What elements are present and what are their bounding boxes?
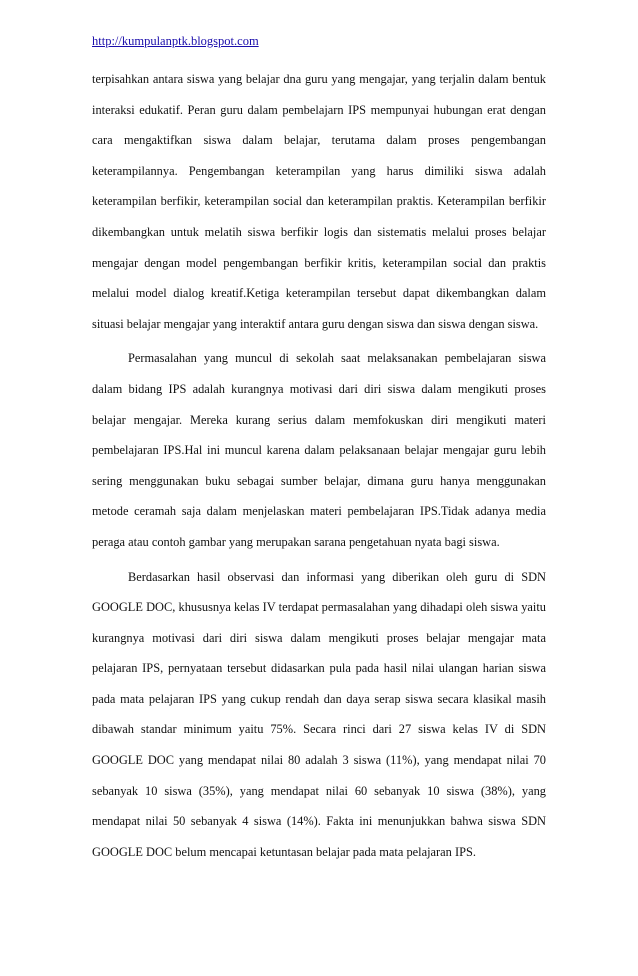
- paragraph-continuation: terpisahkan antara siswa yang belajar dna guru yang mengajar, yang terjalin dalam bentuk interaksi edukatif. Peran guru dalam pembelajarn IPS mempunyai hubungan erat dengan cara mengaktifkan siswa dalam belajar, terutama dalam proses pengembangan keterampilannya. Pengembangan keterampilan yang harus dimiliki siswa adalah keterampilan berfikir, keterampilan social dan keterampilan praktis. Keterampilan berfikir dikembangkan untuk melatih siswa berfikir logis dan sistematis melalui proses belajar mengajar dengan model pengembangan berfikir kritis, keterampilan social dan praktis melalui model dialog kreatif.Ketiga keterampilan tersebut dapat dikembangkan dalam situasi belajar mengajar yang interaktif antara guru dengan siswa dan siswa dengan siswa.: [92, 72, 546, 331]
- paragraph-observasi: Berdasarkan hasil observasi dan informasi yang diberikan oleh guru di SDN GOOGLE DOC, khususnya kelas IV terdapat permasalahan yang dihadapi oleh siswa yaitu kurangnya motivasi dari diri siswa dalam mengikuti proses belajar mengajar mata pelajaran IPS, pernyataan tersebut didasarkan pula pada hasil nilai ulangan harian siswa pada mata pelajaran IPS yang cukup rendah dan daya serap siswa secara klasikal masih dibawah standar minimum yaitu 75%. Secara rinci dari 27 siswa kelas IV di SDN GOOGLE DOC yang mendapat nilai 80 adalah 3 siswa (11%), yang mendapat nilai 70 sebanyak 10 siswa (35%), yang mendapat nilai 60 sebanyak 10 siswa (38%), yang mendapat nilai 50 sebanyak 4 siswa (14%). Fakta ini menunjukkan bahwa siswa SDN GOOGLE DOC belum mencapai ketuntasan belajar pada mata pelajaran IPS.: [92, 569, 546, 859]
- document-body: [92, 64, 546, 867]
- paragraph-permasalahan: Permasalahan yang muncul di sekolah saat melaksanakan pembelajaran siswa dalam bidang IPS adalah kurangnya motivasi dari diri siswa dalam mengikuti proses belajar mengajar. Mereka kurang serius dalam memfokuskan diri mengikuti materi pembelajaran IPS.Hal ini muncul karena dalam pelaksanaan belajar mengajar guru lebih sering menggunakan buku sebagai sumber belajar, dimana guru hanya menggunakan metode ceramah saja dalam menjelaskan materi pembelajaran IPS.Tidak adanya media peraga atau contoh gambar yang merupakan sarana pengetahuan nyata bagi siswa.: [92, 351, 546, 549]
- header-url-link[interactable]: http://kumpulanptk.blogspot.com: [92, 34, 259, 48]
